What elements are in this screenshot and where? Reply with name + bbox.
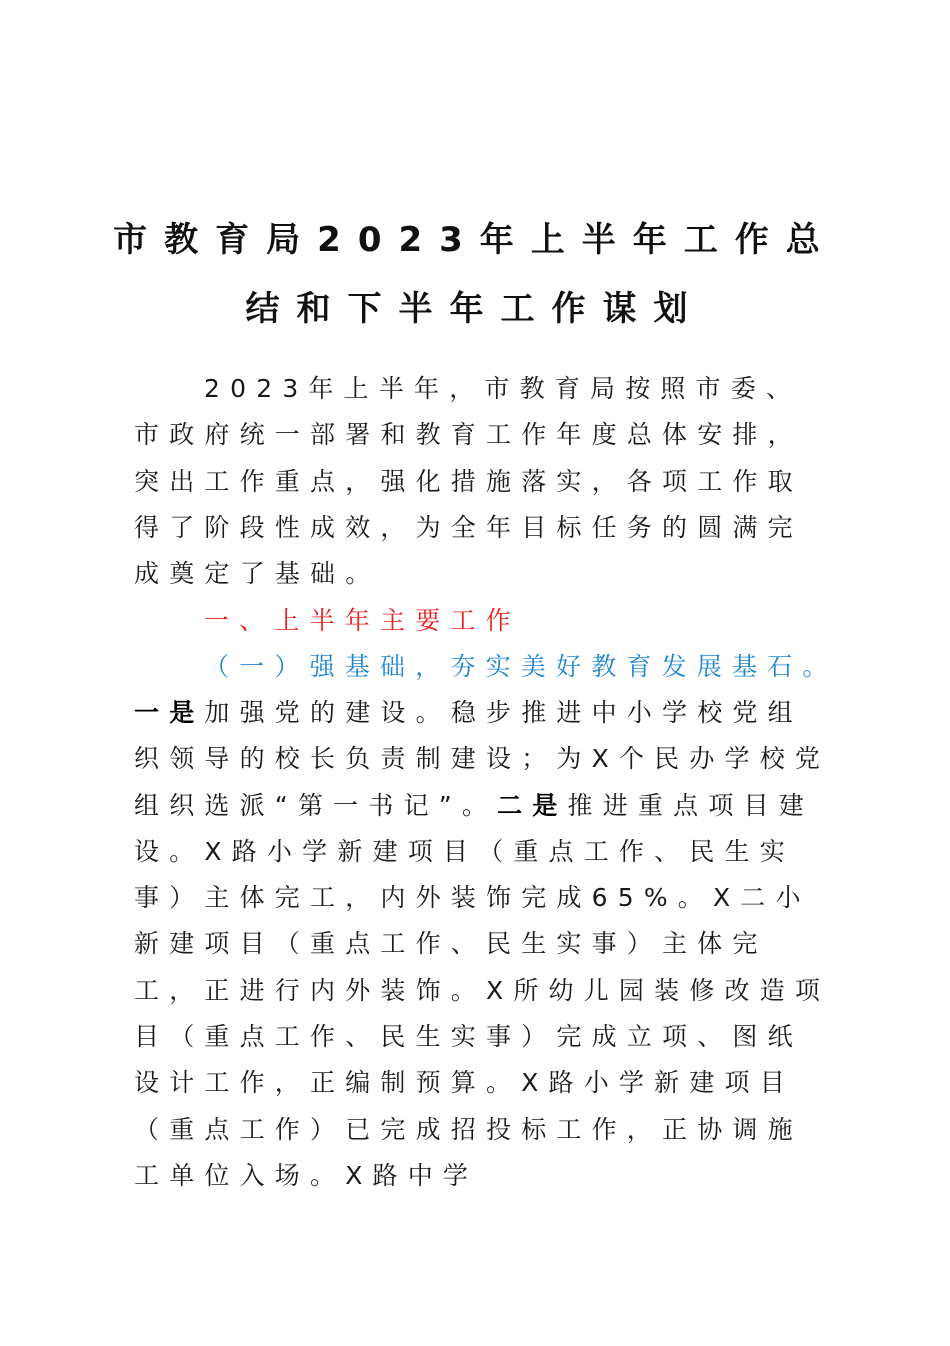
item-2-label: 二是 [497,790,568,820]
document-title-line-1: 市教育局2023年上半年工作总 [113,220,837,260]
intro-paragraph: 2023年上半年，市教育局按照市委、市政府统一部署和教育工作年度总体安排，突出工作重点，强化措施落实，各项工作取得了阶段性成效，为全年目标任务的圆满完成奠定了基础。 [134,374,803,589]
document-title-line-2: 结和下半年工作谋划 [245,289,705,329]
item-2-text: 推进重点项目建设。X路小学新建项目（重点工作、民生实事）主体完工，内外装饰完成65%。X二小新建项目（重点工作、民生实事）主体完工，正进行内外装饰。X所幼儿园装修改造项目（重点工作、民生实事）完成立项、图纸设计工作，正编制预算。X路小学新建项目（重点工作）已完成招投标工作，正协调施工单位入场。X路中学 [134,790,831,1190]
item-1-text: 加强党的建设。稳步推进中小学校党组织领导的校长负责制建设；为X个民办学校党组织选派“第一书记”。 [134,698,831,820]
section-heading: 一、上半年主要工作 [204,606,521,635]
body-paragraph [134,690,834,1199]
item-1-label: 一是 [134,698,205,727]
subsection-heading: （一）强基础，夯实美好教育发展基石。 [204,652,838,681]
